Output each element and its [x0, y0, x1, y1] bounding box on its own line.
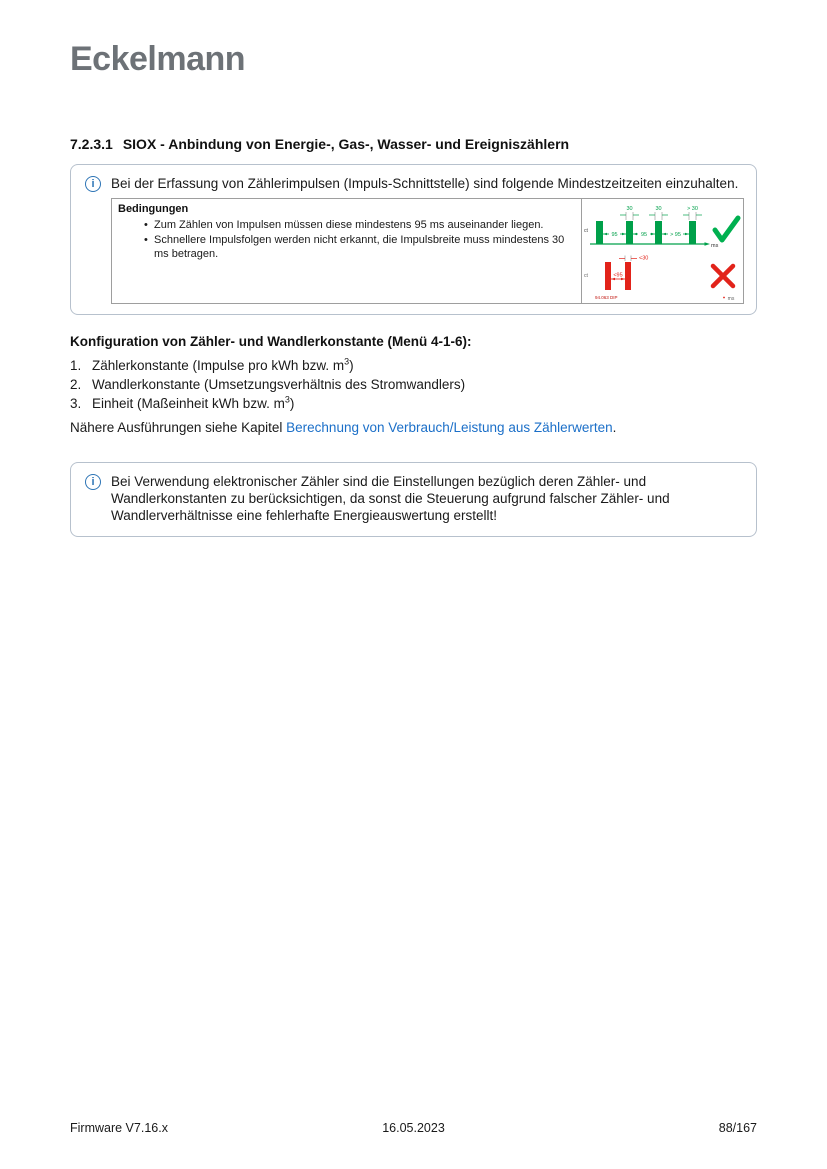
bad-width-label: <30 — [639, 255, 649, 262]
company-logo: Eckelmann — [70, 40, 246, 78]
conditions-title: Bedingungen — [118, 203, 189, 215]
chapter-link[interactable]: Berechnung von Verbrauch/Leistung aus Zählerwerten — [286, 420, 613, 435]
ok-gap-label: 95 — [611, 232, 618, 238]
condition-item: • Zum Zählen von Impulsen müssen diese mindestens 95 ms auseinander liegen. — [144, 218, 573, 232]
ok-y-axis-label: ct — [584, 228, 588, 234]
bad-gap-label: <95 — [613, 272, 623, 279]
ok-pulse — [655, 221, 662, 244]
reference-suffix: . — [612, 420, 617, 435]
ok-pulse — [689, 221, 696, 244]
footer-firmware: Firmware V7.16.x — [70, 1121, 168, 1135]
info-note-2-body — [111, 473, 744, 524]
conditions-list — [144, 218, 573, 261]
ok-x-axis-label: ms — [711, 243, 719, 249]
ok-width-label: 30 — [626, 206, 633, 212]
item-text: Wandlerkonstante (Umsetzungsverhältnis des Stromwandlers) — [92, 377, 466, 392]
conditions-box — [111, 198, 744, 304]
section-number: 7.2.3.1 — [70, 136, 113, 152]
pulse-diagram-bad — [583, 251, 741, 301]
item-marker: 1. — [70, 358, 82, 373]
bad-pulse — [605, 262, 611, 290]
ok-pulse — [626, 221, 633, 244]
condition-item: • Schnellere Impulsfolgen werden nicht erkannt, die Impulsbreite muss mindestens 30 ms betragen. — [144, 233, 573, 261]
check-icon — [715, 218, 738, 240]
ok-width-label: 30 — [655, 206, 662, 212]
info-note-1 — [70, 164, 757, 315]
config-item — [70, 395, 757, 413]
bad-pulse — [625, 262, 631, 290]
conditions-cell — [112, 199, 581, 303]
item-marker: 2. — [70, 377, 82, 392]
bad-x-axis-label: ms — [727, 296, 735, 301]
config-list — [70, 357, 757, 413]
ok-width-label: > 30 — [687, 206, 698, 212]
page-content — [0, 0, 827, 537]
item-text: Zählerkonstante (Impulse pro kWh bzw. $m^3$) — [92, 356, 354, 373]
item-text: Einheit (Maßeinheit kWh bzw. $m^3$) — [92, 394, 295, 411]
info-note-1-text: Bei der Erfassung von Zählerimpulsen (Impuls-Schnittstelle) sind folgende Mindestzeitzeiten einzuhalten. — [111, 176, 739, 191]
info-icon: i — [85, 474, 101, 490]
diagram-cell — [581, 199, 743, 303]
ok-gap-label: > 95 — [670, 232, 681, 238]
info-icon: i — [85, 176, 101, 192]
bad-caption: 94.063 DIP — [595, 295, 618, 300]
chapter-reference — [70, 419, 757, 436]
info-note-2-text: Bei Verwendung elektronischer Zähler sind die Einstellungen bezüglich deren Zähler- und Wandlerkonstanten zu berücksichtigen, da sonst die Steuerung aufgrund falscher Zähler- und Wandlerverhältnisse eine fehlerhafte Energieauswertung erstellt! — [111, 474, 670, 523]
page-footer — [70, 1121, 757, 1135]
footer-date: 16.05.2023 — [382, 1121, 445, 1135]
bad-y-axis-label: ct — [584, 273, 588, 279]
config-item — [70, 376, 757, 394]
info-note-1-body — [111, 175, 744, 304]
info-note-2 — [70, 462, 757, 537]
section-title: SIOX - Anbindung von Energie-, Gas-, Wasser- und Ereigniszählern — [122, 136, 570, 152]
pulse-diagram-ok — [583, 201, 741, 251]
ok-pulse — [596, 221, 603, 244]
item-marker: 3. — [70, 396, 82, 411]
footer-page-number: 88/167 — [718, 1121, 757, 1135]
config-heading: Konfiguration von Zähler- und Wandlerkonstante (Menü 4-1-6): — [70, 334, 472, 349]
config-item — [70, 357, 757, 375]
section-heading — [70, 136, 757, 152]
ok-gap-label: 95 — [640, 232, 648, 238]
reference-prefix: Nähere Ausführungen siehe Kapitel — [70, 420, 287, 435]
